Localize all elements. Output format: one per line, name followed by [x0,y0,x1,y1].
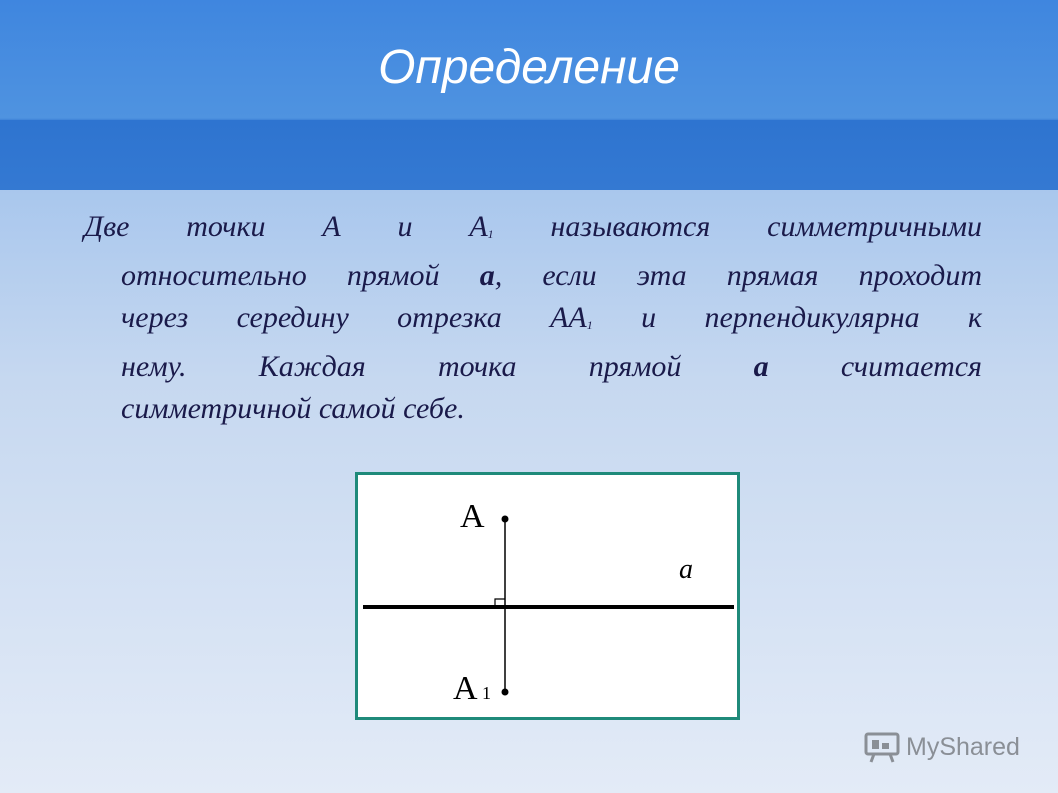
point-a [502,516,509,523]
definition-line-3: через середину отрезка АА1 и перпендикулярна к [121,301,982,334]
definition-text [84,206,982,430]
presentation-board-icon [864,731,900,763]
definition-line-4: нему. Каждая точка прямой а считается [121,350,982,383]
symmetry-figure [355,472,740,720]
point-a1-subscript: 1 [482,683,491,703]
line-a-label: а [479,259,495,292]
header-band [0,120,1058,190]
symmetry-diagram [358,475,737,717]
definition-line-2: относительно прямой а, если эта прямая проходит [121,259,982,292]
watermark-text: MyShared [906,732,1020,761]
definition-line-5: симметричной самой себе. [121,392,465,425]
line-a-label: а [753,350,769,383]
subscript: 1 [487,227,494,241]
point-a1-label: A [453,670,478,707]
point-a1 [502,689,509,696]
watermark [864,729,1020,765]
definition-line-1: Две точки А и А1 называются симметричными [84,210,982,243]
slide-header [0,0,1058,190]
slide-title: Определение [378,41,680,94]
line-a-label: a [679,554,693,585]
subscript: 1 [586,318,593,332]
point-a-label: A [460,498,485,535]
